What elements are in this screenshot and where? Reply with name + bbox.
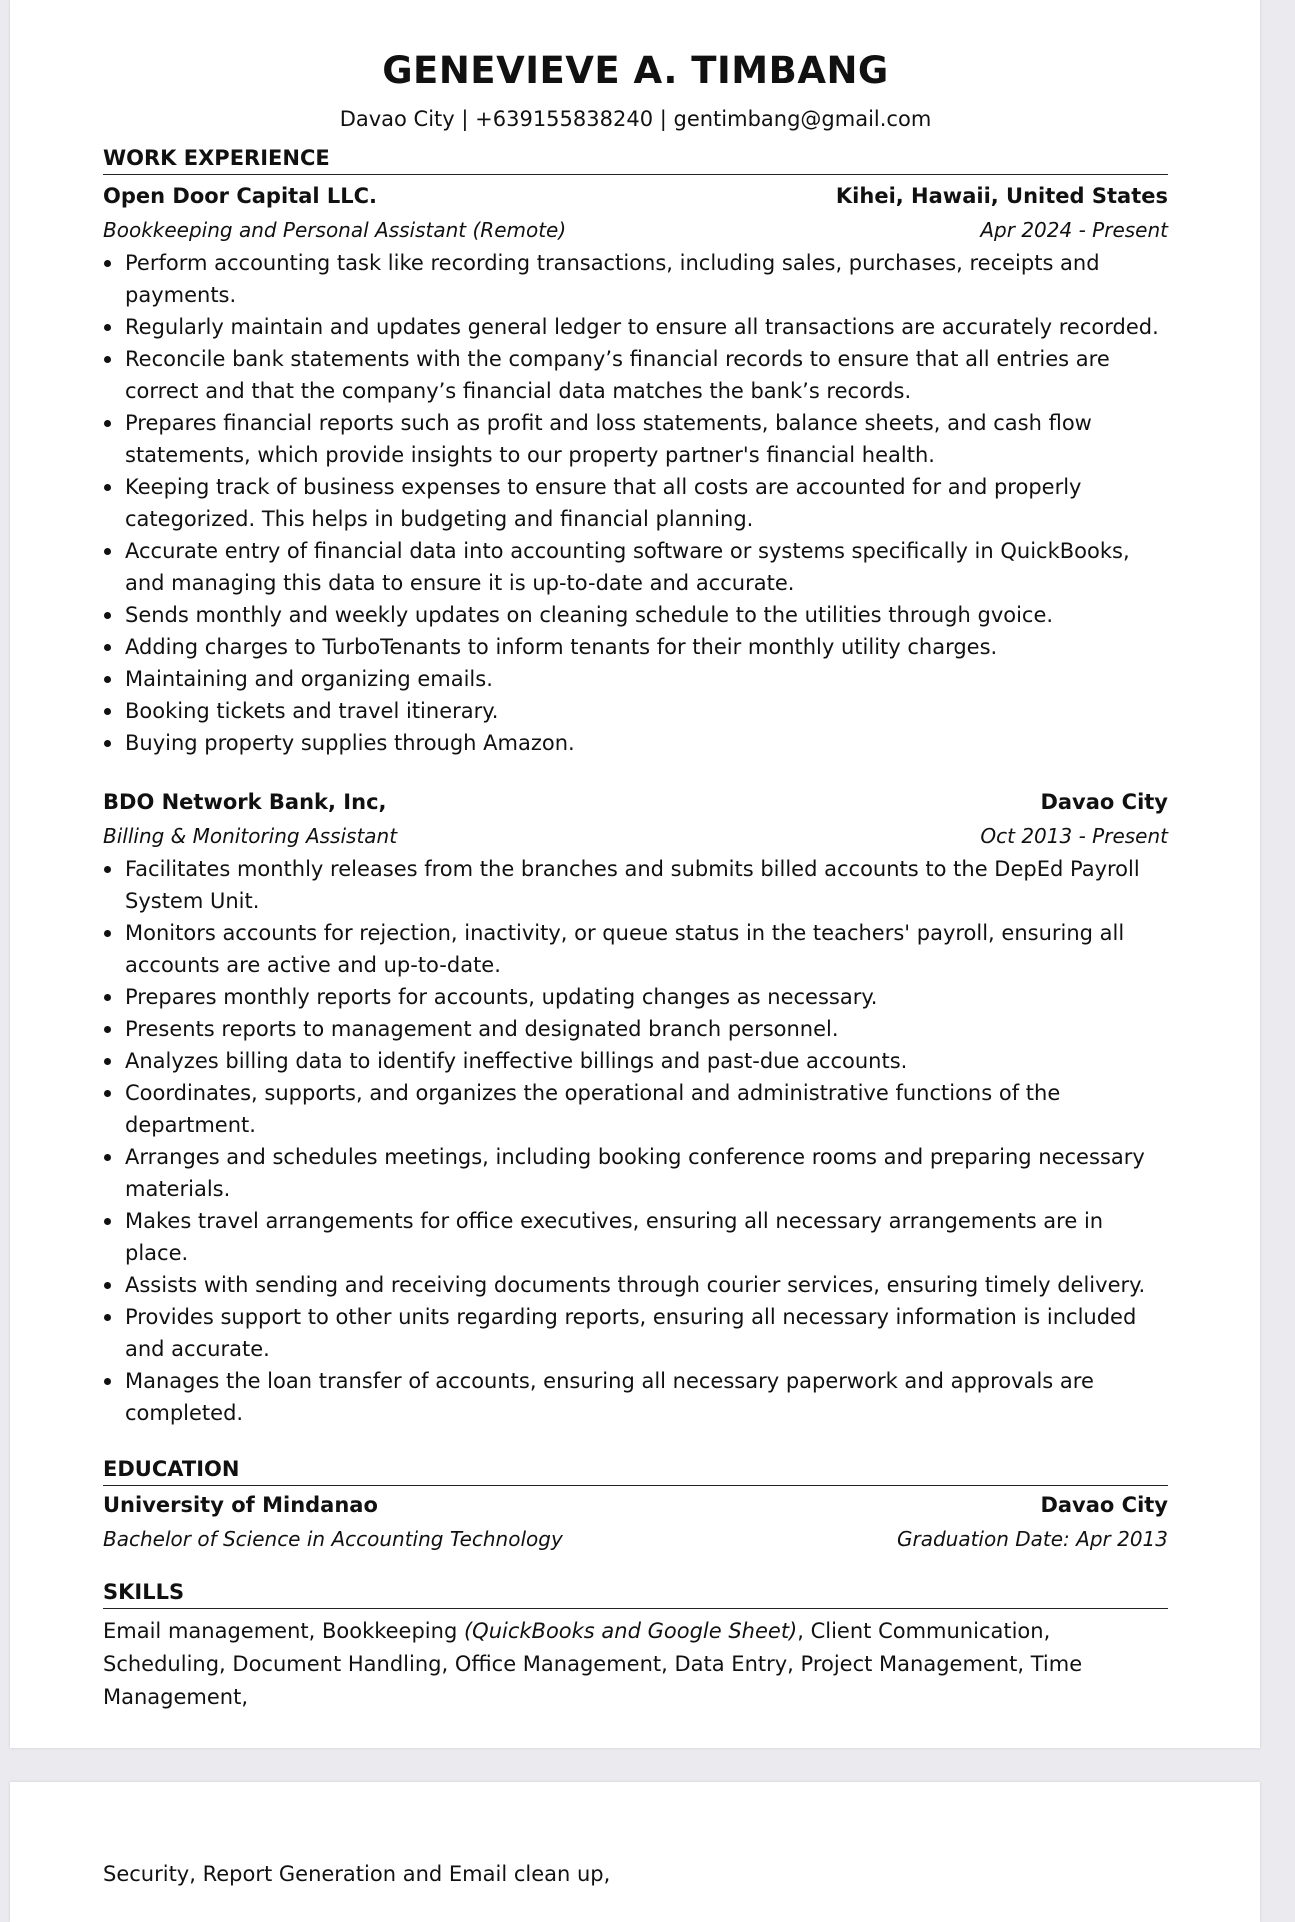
job-org: Open Door Capital LLC. <box>103 184 378 208</box>
list-item: Regularly maintain and updates general ledger to ensure all transactions are accurately recorded. <box>125 311 1168 343</box>
job-bullets <box>103 853 1168 1429</box>
skills-section <box>103 1578 1168 1714</box>
list-item: Reconcile bank statements with the company’s financial records to ensure that all entries are correct and that the company’s financial data matches the bank’s records. <box>125 343 1168 407</box>
list-item: Coordinates, supports, and organizes the operational and administrative functions of the department. <box>125 1077 1168 1141</box>
list-item: Manages the loan transfer of accounts, ensuring all necessary paperwork and approvals are completed. <box>125 1365 1168 1429</box>
list-item: Facilitates monthly releases from the branches and submits billed accounts to the DepEd Payroll System Unit. <box>125 853 1168 917</box>
section-title-skills: SKILLS <box>103 1578 1168 1609</box>
skills-text-italic: (QuickBooks and Google Sheet) <box>463 1619 798 1643</box>
skills-text <box>103 1615 1168 1714</box>
list-item: Sends monthly and weekly updates on cleaning schedule to the utilities through gvoice. <box>125 599 1168 631</box>
job-org: BDO Network Bank, Inc, <box>103 790 387 814</box>
job-role: Billing & Monitoring Assistant <box>103 824 398 848</box>
list-item: Arranges and schedules meetings, including booking conference rooms and preparing necessary materials. <box>125 1141 1168 1205</box>
work-experience-section <box>103 144 1168 1429</box>
job-entry <box>103 785 1168 1429</box>
list-item: Accurate entry of financial data into accounting software or systems specifically in QuickBooks, and managing this data to ensure it is up-to-date and accurate. <box>125 535 1168 599</box>
list-item: Analyzes billing data to identify ineffective billings and past-due accounts. <box>125 1045 1168 1077</box>
school-name: University of Mindanao <box>103 1493 378 1517</box>
list-item: Makes travel arrangements for office executives, ensuring all necessary arrangements are in place. <box>125 1205 1168 1269</box>
contact-line: Davao City | +639155838240 | gentimbang@gmail.com <box>339 107 932 131</box>
section-title-work-experience: WORK EXPERIENCE <box>103 144 1168 175</box>
candidate-name: GENEVIEVE A. TIMBANG <box>382 49 889 92</box>
skills-text-part: Email management, Bookkeeping <box>103 1619 464 1643</box>
list-item: Maintaining and organizing emails. <box>125 663 1168 695</box>
job-bullets <box>103 247 1168 759</box>
education-section <box>103 1455 1168 1556</box>
skills-text-part: , Client Communication, Scheduling, Document Handling, Office Management, Data Entry, Project Management, Time Management, <box>103 1619 1083 1709</box>
list-item: Booking tickets and travel itinerary. <box>125 695 1168 727</box>
skills-continued-text: Security, Report Generation and Email clean up, <box>103 1862 611 1886</box>
job-entry <box>103 179 1168 759</box>
job-dates: Apr 2024 - Present <box>980 218 1168 242</box>
resume-page-2 <box>10 1782 1260 1922</box>
list-item: Provides support to other units regarding reports, ensuring all necessary information is included and accurate. <box>125 1301 1168 1365</box>
list-item: Prepares financial reports such as profit and loss statements, balance sheets, and cash flow statements, which provide insights to our property partner's financial health. <box>125 407 1168 471</box>
graduation-date: Graduation Date: Apr 2013 <box>896 1527 1168 1551</box>
list-item: Buying property supplies through Amazon. <box>125 727 1168 759</box>
list-item: Prepares monthly reports for accounts, updating changes as necessary. <box>125 981 1168 1013</box>
degree: Bachelor of Science in Accounting Technology <box>103 1527 563 1551</box>
school-location: Davao City <box>1040 1493 1168 1517</box>
job-location: Kihei, Hawaii, United States <box>835 184 1168 208</box>
list-item: Adding charges to TurboTenants to inform tenants for their monthly utility charges. <box>125 631 1168 663</box>
job-location: Davao City <box>1040 790 1168 814</box>
list-item: Perform accounting task like recording transactions, including sales, purchases, receipts and payments. <box>125 247 1168 311</box>
list-item: Keeping track of business expenses to ensure that all costs are accounted for and properly categorized. This helps in budgeting and financial planning. <box>125 471 1168 535</box>
list-item: Presents reports to management and designated branch personnel. <box>125 1013 1168 1045</box>
job-role: Bookkeeping and Personal Assistant (Remote) <box>103 218 567 242</box>
list-item: Assists with sending and receiving documents through courier services, ensuring timely delivery. <box>125 1269 1168 1301</box>
job-dates: Oct 2013 - Present <box>980 824 1168 848</box>
section-title-education: EDUCATION <box>103 1455 1168 1486</box>
list-item: Monitors accounts for rejection, inactivity, or queue status in the teachers' payroll, ensuring all accounts are active and up-to-date. <box>125 917 1168 981</box>
resume-page-1 <box>10 0 1260 1748</box>
